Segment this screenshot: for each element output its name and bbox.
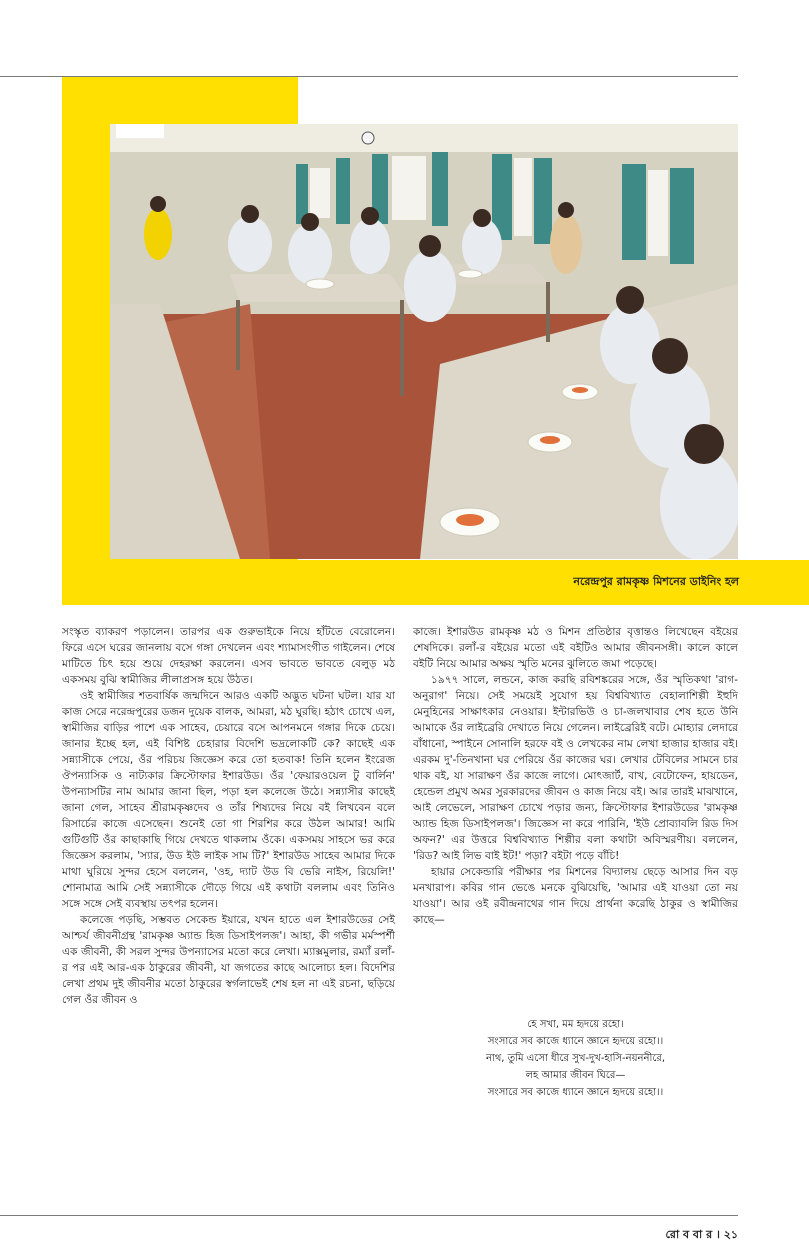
dining-hall-photo: [110, 124, 738, 559]
left-text-column: [62, 624, 395, 1008]
page-footer: রো ব বা র । ২১: [665, 1228, 738, 1241]
verse-line: লহ আমার জীবন ঘিরে—: [525, 1070, 626, 1081]
paragraph: কলেজে পড়ছি, সম্ভবত সেকেন্ড ইয়ারে, যখন হাতে এল ইশারউডের সেই আশ্চর্য জীবনীগ্রন্থ 'রামকৃষ্ণ অ্যান্ড হিজ ডিসাইপলজ'। আহা, কী গভীর মর্মস্পর্শী এক জীবনী, কী সরল সুন্দর উপন্যাসের মতো করে লেখা। ম্যাক্সমুলার, রম্যাঁ রলাঁ-র পর এই আর-এক ঠাকুরের জীবনী, যা জগতের কাছে আলোচ্য হল। বিদেশির লেখা প্রথম দুই জীবনীর মতো ঠাকুরের স্বর্গলাভেই শেষ হল না এই রচনা, ছড়িয়ে গেল ওঁর জীবন ও: [62, 914, 395, 1006]
song-verse: [413, 1016, 738, 1101]
paragraph: হায়ার সেকেন্ডারি পরীক্ষার পর মিশনের বিদ্যালয় ছেড়ে আসার দিন বড় মনখারাপ। কবির গান ভেঙে মনকে বুঝিয়েছি, 'আমার এই যাওয়া তো নয় যাওয়া'। আর ওই রবীন্দ্রনাথের গান দিয়ে প্রার্থনা করেছি ঠাকুর ও স্বামীজির কাছে—: [413, 866, 738, 926]
verse-line: সংসারে সব কাজে ধ্যানে জ্ঞানে হৃদয়ে রহো।।: [487, 1087, 664, 1098]
verse-line: নাথ, তুমি এসো ধীরে সুখ-দুখ-হাসি-নয়ননীরে,: [485, 1053, 666, 1064]
bottom-rule: [0, 1215, 738, 1216]
paragraph: কাজে। ইশারউড রামকৃষ্ণ মঠ ও মিশন প্রতিষ্ঠার বৃত্তান্তও লিখেছেন বইয়ের শেষদিকে। রলাঁ-র বইয়ের মতো এই বইটিও আমার জীবনসঙ্গী। কালে কালে বইটি নিয়ে আমার অক্ষয় স্মৃতি মনের ঝুলিতে জমা পড়েছে।: [413, 626, 738, 670]
verse-line: সংসারে সব কাজে ধ্যানে জ্ঞানে হৃদয়ে রহো।।: [487, 1036, 664, 1047]
paragraph: ওই স্বামীজির শতবার্ষিক জন্মদিনে আরও একটি অদ্ভুত ঘটনা ঘটল। যার যা কাজ সেরে নরেন্দ্রপুরের ডজন দুয়েক বালক, আমরা, মঠ ঘুরছি। হঠাৎ চোখে এল, স্বামীজির বাড়ির পাশে এক সাহেব, চেয়ারে বসে আপনমনে গঙ্গার দিকে চেয়ে। জানার ইচ্ছে হল, এই বিশিষ্ট চেহারার বিদেশি ভদ্রলোকটি কে? কাছেই এক সন্ন্যাসীকে পেয়ে, ওঁর পরিচয় জিজ্ঞেস করে তো হতবাক! তিনি হলেন ইংরেজ ঔপন্যাসিক ও নাট্যকার ক্রিস্টোফার ইশারউড। ওঁর 'ফেয়ারওয়েল টু বার্লিন' উপন্যাসটির নাম আমার জানা ছিল, পড়া হল কলেজে উঠে। সন্ন্যাসীর কাছেই জানা গেল, সাহেব শ্রীরামকৃষ্ণদেব ও তাঁর শিষ্যদের নিয়ে বই লিখবেন বলে রিসার্চের কাজে এসেছেন। শুনেই তো গা শিরশির করে উঠল আমার! আমি গুটিগুটি ওঁর কাছাকাছি গিয়ে দেখতে থাকলাম ওঁকে। একসময় সাহসে ভর করে জিজ্ঞেস করলাম, 'স্যার, উড ইউ লাইক সাম টি?' ইশারউড সাহেব আমার দিকে মাথা ঘুরিয়ে সুন্দর হেসে বললেন, 'ওহ, দ্যাট উড বি ভেরি নাইস, রিয়েলি!' শোনামাত্র আমি সেই সন্ন্যাসীকে দৌড়ে গিয়ে এই কথাটা বললাম এবং তিনিও সঙ্গে সঙ্গে সেই ব্যবস্থায় তৎপর হলেন।: [62, 690, 395, 910]
verse-line: হে সখা, মম হৃদয়ে রহো।: [527, 1019, 624, 1030]
right-text-column: [413, 624, 738, 928]
paragraph: সংস্কৃত ব্যাকরণ পড়ালেন। তারপর এক গুরুভাইকে নিয়ে হাঁটতে বেরোলেন। ফিরে এসে ঘরের জানলায় বসে গঙ্গা দেখলেন এবং শ্যামাসংগীত গাইলেন। শেষে মাটিতে চিৎ হয়ে শুয়ে দেহরক্ষা করলেন। এসব ভাবতে ভাবতে বেলুড় মঠ একসময় বুঝি স্বামীজির লীলাপ্রসঙ্গ হয়ে উঠত।: [62, 626, 395, 686]
photo-caption: নরেন্দ্রপুর রামকৃষ্ণ মিশনের ডাইনিং হল: [573, 575, 739, 588]
paragraph: ১৯৭৭ সালে, লন্ডনে, কাজ করছি রবিশঙ্করের সঙ্গে, ওঁর স্মৃতিকথা 'রাগ-অনুরাগ' নিয়ে। সেই সময়েই সুযোগ হয় বিশ্ববিখ্যাত বেহালাশিল্পী ইহুদি মেনুহিনের সাক্ষাৎকার নেওয়ার। ইন্টারভিউ ও চা-জলখাবার শেষ হতে উনি আমাকে ওঁর লাইব্রেরি দেখাতে নিয়ে গেলেন। লাইব্রেরিই বটে। মোহ্যার লেদারে বাঁধানো, স্পাইনে সোনালি হরফে বই ও লেখকের নাম লেখা হাজার হাজার বই। এরকম দু'-তিনখানা ঘর পেরিয়ে ওঁর কাজের ঘর। লেখার টেবিলের সামনে চার থাক বই, যা সারাক্ষণ ওঁর কাজে লাগে। মোৎজার্ট, বাখ, বেটোফেন, হায়ডেন, হেন্ডেল প্রমুখ অমর সুরকারদের জীবন ও কাজ নিয়ে বই। আর তারই মাঝখানে, আই লেভেলে, সারাক্ষণ চোখে পড়ার জন্য, ক্রিস্টোফার ইশারউডের 'রামকৃষ্ণ অ্যান্ড হিজ ডিসাইপলজ'। জিজ্ঞেস না করে পারিনি, 'ইউ প্রোব্যাবলি রিড দিস অফন?' এর উত্তরে বিশ্ববিখ্যাত শিল্পীর বলা কথাটা অবিস্মরণীয়। বললেন, 'রিড? আই লিভ বাই ইট!' পড়া? বইটা পড়ে বাঁচি!: [413, 674, 738, 862]
